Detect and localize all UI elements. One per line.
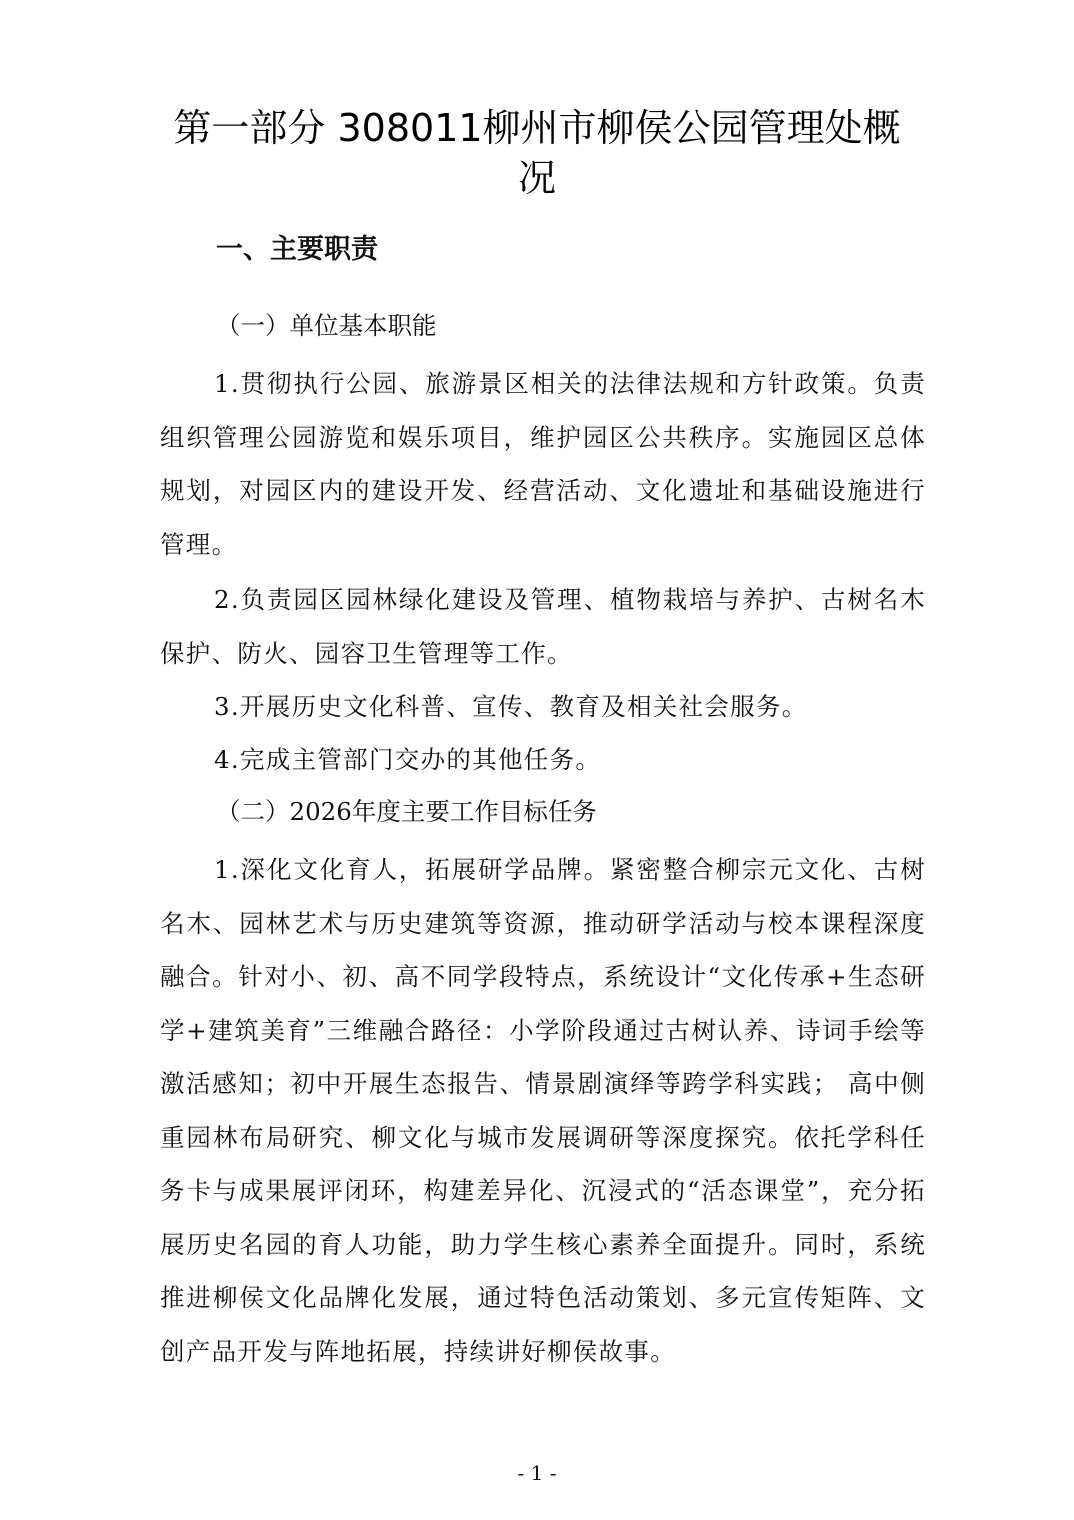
basic-function-item-2: 2.负责园区园林绿化建设及管理、植物栽培与养护、古树名木保护、防火、园容卫生管理等工作。 (160, 585, 926, 668)
basic-function-item-1: 1.贯彻执行公园、旅游景区相关的法律法规和方针政策。负责组织管理公园游览和娱乐项目，维护园区公共秩序。实施园区总体规划，对园区内的建设开发、经营活动、文化遗址和基础设施进行管理。 (160, 369, 926, 559)
basic-function-item-4: 4.完成主管部门交办的其他任务。 (214, 745, 602, 774)
subsection-heading-annual-goals: （二）2026年度主要工作目标任务 (216, 797, 597, 826)
document-title-line-2: 况 (517, 156, 556, 200)
basic-function-item-3: 3.开展历史文化科普、宣传、教育及相关社会服务。 (214, 692, 808, 721)
page-number: - 1 - (517, 1461, 557, 1485)
annual-goal-item-1: 1.深化文化育人，拓展研学品牌。紧密整合柳宗元文化、古树名木、园林艺术与历史建筑等资源，推动研学活动与校本课程深度融合。针对小、初、高不同学段特点，系统设计“文化传承+生态研学+建筑美育”三维融合路径：小学阶段通过古树认养、诗词手绘等激活感知；初中开展生态报告、情景剧演绎等跨学科实践； 高中侧重园林布局研究、柳文化与城市发展调研等深度探究。依托学科任务卡与成果展评闭环，构建差异化、沉浸式的“活态课堂”，充分拓展历史名园的育人功能，助力学生核心素养全面提升。同时，系统推进柳侯文化品牌化发展，通过特色活动策划、多元宣传矩阵、文创产品开发与阵地拓展，持续讲好柳侯故事。 (160, 855, 926, 1366)
document-title-line-1: 第一部分 308011柳州市柳侯公园管理处概 (173, 106, 901, 150)
subsection-heading-basic-functions: （一）单位基本职能 (216, 311, 437, 340)
section-heading-main-duties: 一、主要职责 (216, 234, 378, 265)
